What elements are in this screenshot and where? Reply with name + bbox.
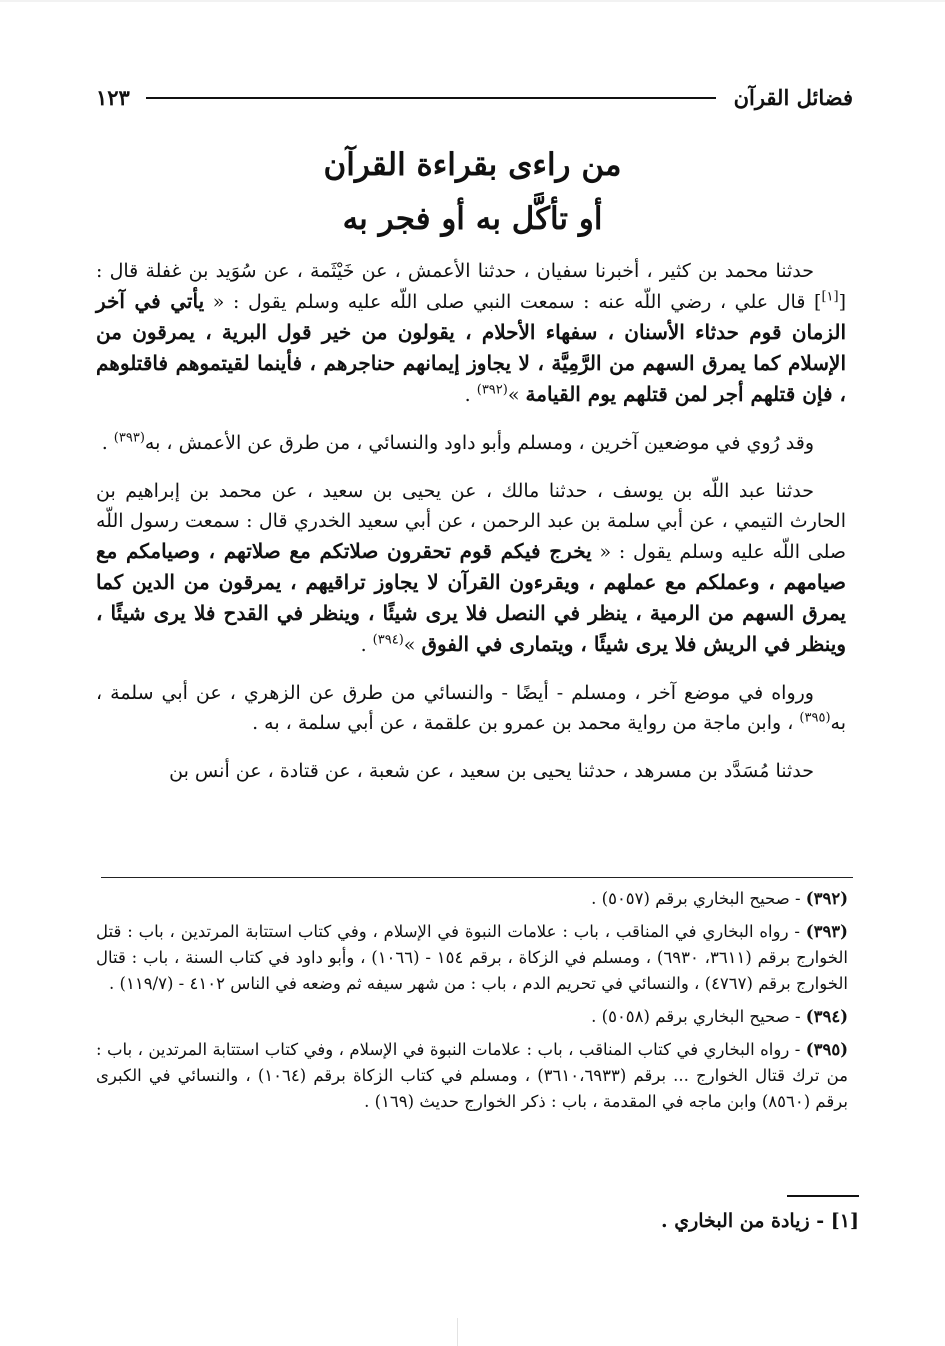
- chapter-title-line-2: أو تأكَّل به أو فجر به: [342, 201, 603, 237]
- footnote-ref: (٣٩٣): [113, 430, 145, 446]
- editor-note-text: - زيادة من البخاري .: [660, 1210, 825, 1232]
- paragraph-5: [96, 756, 846, 786]
- quote-close: »: [403, 634, 416, 656]
- footnote-text: - صحيح البخاري برقم (٥٠٥٨) .: [591, 1007, 801, 1026]
- footnotes: [96, 886, 848, 1122]
- main-text: [96, 256, 846, 786]
- chapter-title: [100, 138, 845, 246]
- footnote-392: [96, 886, 848, 912]
- footnote-395: [96, 1037, 848, 1115]
- footnote-394: [96, 1004, 848, 1030]
- editor-note-label: [١]: [830, 1210, 859, 1232]
- paragraph-text: حدثنا مُسَدَّد بن مسرهد ، حدثنا يحيى بن سعيد ، عن شعبة ، عن قتادة ، عن أنس بن: [169, 760, 814, 782]
- quote-close: »: [507, 384, 520, 406]
- footnote-ref: (٣٩٤): [372, 632, 404, 648]
- footnote-ref: (٣٩٥): [799, 710, 831, 726]
- header-rule: [146, 97, 716, 99]
- footnote-text: - رواه البخاري في المناقب ، باب : علامات النبوة في الإسلام ، وفي كتاب استتابة المرتدين ، باب : قتل الخوارج برقم (٣٦١١، ٦٩٣٠) ، ومسلم في الزكاة ، برقم ١٥٤ - (١٠٦٦) ، وأبو داود في كتاب السنة ، باب : قتال الخوارج برقم (٤٧٦٧) ، والنسائي في تحريم الدم ، باب : من شهر سيفه ثم وضعه في الناس ٤١٠٢ - (١١٩/٧) .: [96, 922, 848, 993]
- footnote-label: (٣٩٥): [805, 1040, 848, 1059]
- editor-note: [661, 1208, 859, 1234]
- footnote-label: (٣٩٣): [805, 922, 848, 941]
- page-number: ١٢٣: [96, 85, 130, 110]
- hadith-text: يأتي في آخر الزمان قوم حدثاء الأسنان ، سفهاء الأحلام ، يقولون من خير قول البرية ، يمرقون من الإسلام كما يمرق السهم من الرَّمِيَّة ، لا يجاوز إيمانهم حناجرهم ، فأينما لقيتموهم فاقتلوهم ، فإن قتلهم أجر لمن قتلهم يوم القيامة: [96, 289, 846, 406]
- paragraph-text: ، وابن ماجة من رواية محمد بن عمرو بن علقمة ، عن أبي سلمة ، به .: [252, 712, 794, 734]
- footnote-text: - رواه البخاري في كتاب المناقب ، باب : علامات النبوة في الإسلام ، وفي كتاب استتابة المرتدين ، باب : من ترك قتال الخوارج ... برقم (٣٦١٠،٦٩٣٣) ، ومسلم في كتاب الزكاة برقم (١٠٦٤) ، والنسائي في الكبرى برقم (٨٥٦٠) وابن ماجه في المقدمة ، باب : ذكر الخوارج حديث (١٦٩) .: [96, 1040, 848, 1111]
- chapter-title-line-1: من راءى بقراءة القرآن: [323, 147, 622, 183]
- paragraph-text: ورواه في موضع آخر ، ومسلم - أيضًا - والنسائي من طرق عن الزهري ، عن أبي سلمة ، به: [96, 682, 846, 734]
- footnote-text: - صحيح البخاري برقم (٥٠٥٧) .: [591, 889, 801, 908]
- isnad-text: حدثنا محمد بن كثير ، أخبرنا سفيان ، حدثنا الأعمش ، عن خَيْثَمة ، عن سُوَيد بن غفلة قال : [: [96, 260, 846, 313]
- scan-artifact: [0, 0, 945, 2]
- paragraph-2: وقد رُوي في موضعين آخرين ، ومسلم وأبو داود والنسائي ، من طرق عن الأعمش ، به$^{(٣٩٣)}$ .: [101, 430, 814, 454]
- footnote-label: (٣٩٢): [805, 889, 848, 908]
- running-title: فضائل القرآن: [733, 85, 853, 110]
- paragraph-text: وقد رُوي في موضعين آخرين ، ومسلم وأبو داود والنسائي ، من طرق عن الأعمش ، به: [144, 432, 814, 454]
- isnad-text: حدثنا عبد اللّه بن يوسف ، حدثنا مالك ، عن يحيى بن سعيد ، عن محمد بن إبراهيم بن الحارث التيمي ، عن أبي سلمة بن عبد الرحمن ، عن أبي سعيد الخدري قال : سمعت رسول اللّه صلى اللّه عليه وسلم يقول : «: [96, 480, 846, 563]
- scan-artifact: [457, 1318, 458, 1346]
- footnote-label: (٣٩٤): [805, 1007, 848, 1026]
- footnote-393: [96, 919, 848, 997]
- footnote-separator: [101, 877, 853, 878]
- paragraph-3: حدثنا عبد اللّه بن يوسف ، حدثنا مالك ، عن يحيى بن سعيد ، عن محمد بن إبراهيم بن الحارث التيمي ، عن أبي سلمة بن عبد الرحمن ، عن أبي سعيد الخدري قال : سمعت رسول اللّه صلى اللّه عليه وسلم يقول : « يخرج فيكم قوم تحقرون صلاتكم مع صلاتهم ، وصيامكم مع صيامهم ، وعملكم مع عملهم ، ويقرءون القرآن لا يجاوز تراقيهم ، يمرقون من الدين كما يمرق السهم من الرمية ، ينظر في النصل فلا يرى شيئًا ، وينظر في القدح فلا يرى شيئًا ، وينظر في الريش فلا يرى شيئًا ، ويتمارى في الفوق »$^{(٣٩٤)}$ .: [96, 480, 846, 656]
- paragraph-1: حدثنا محمد بن كثير ، أخبرنا سفيان ، حدثنا الأعمش ، عن خَيْثَمة ، عن سُوَيد بن غفلة قال : [[١]] قال علي ، رضي اللّه عنه : سمعت النبي صلى اللّه عليه وسلم يقول : « يأتي في آخر الزمان قوم حدثاء الأسنان ، سفهاء الأحلام ، يقولون من خير قول البرية ، يمرقون من الإسلام كما يمرق السهم من الرَّمِيَّة ، لا يجاوز إيمانهم حناجرهم ، فأينما لقيتموهم فاقتلوهم ، فإن قتلهم أجر لمن قتلهم يوم القيامة »$^{(٣٩٢)}$ .: [96, 260, 846, 406]
- editor-note-ref: [١]: [821, 289, 839, 305]
- editor-note-separator: [787, 1195, 859, 1197]
- paragraph-4: [96, 678, 846, 738]
- hadith-text: يخرج فيكم قوم تحقرون صلاتكم مع صلاتهم ، وصيامكم مع صيامهم ، وعملكم مع عملهم ، ويقرءون القرآن لا يجاوز تراقيهم ، يمرقون من الدين كما يمرق السهم من الرمية ، ينظر في النصل فلا يرى شيئًا ، وينظر في القدح فلا يرى شيئًا ، وينظر في الريش فلا يرى شيئًا ، ويتمارى في الفوق: [96, 539, 846, 656]
- footnote-ref: (٣٩٢): [476, 382, 508, 398]
- isnad-text: ] قال علي ، رضي اللّه عنه : سمعت النبي صلى اللّه عليه وسلم يقول : «: [212, 291, 822, 313]
